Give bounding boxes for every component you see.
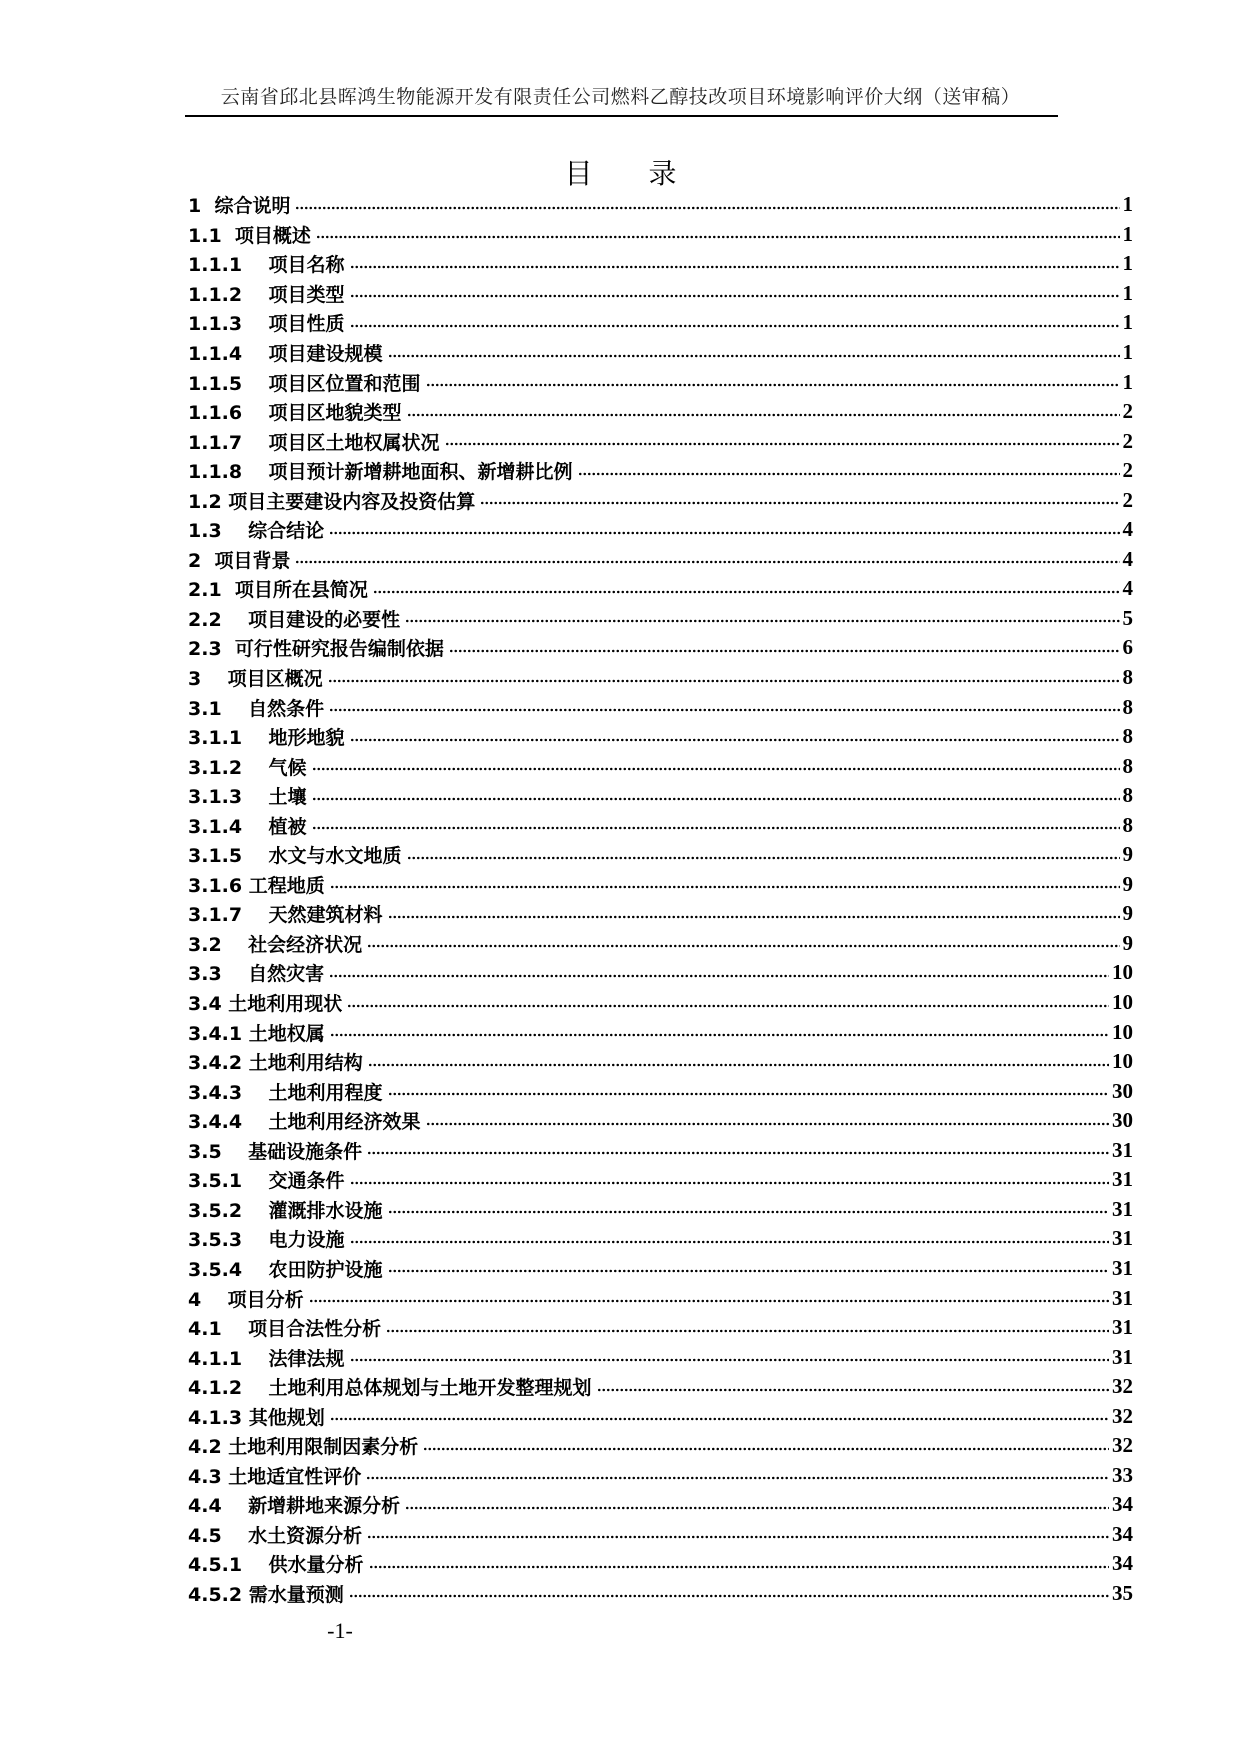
- toc-entry[interactable]: [188, 367, 1133, 397]
- toc-dot-leader: [373, 589, 1120, 595]
- toc-entry-label: 3.5.2 灌溉排水设施: [188, 1199, 383, 1222]
- toc-entry[interactable]: [188, 426, 1133, 456]
- toc-entry-label: 4.1 项目合法性分析: [188, 1318, 382, 1341]
- toc-entry[interactable]: [188, 308, 1133, 338]
- toc-entry-page: 33: [1112, 1462, 1133, 1487]
- toc-entry[interactable]: [188, 870, 1133, 900]
- toc-entry-label: 3.2 社会经济状况: [188, 933, 363, 956]
- toc-dot-leader: [350, 293, 1120, 299]
- toc-dot-leader: [407, 855, 1120, 861]
- toc-entry-label: 3.1.4 植被: [188, 815, 307, 838]
- toc-entry-label: 4.1.3 其他规划: [188, 1406, 325, 1429]
- toc-dot-leader: [578, 471, 1120, 477]
- toc-dot-leader: [445, 441, 1120, 447]
- toc-entry-label: 3.1.3 土壤: [188, 786, 307, 809]
- toc-entry[interactable]: [188, 1076, 1133, 1106]
- toc-entry[interactable]: [188, 1017, 1133, 1047]
- toc-dot-leader: [367, 1150, 1109, 1156]
- toc-entry-label: 3.4.4 土地利用经济效果: [188, 1111, 421, 1134]
- toc-entry-label: 3.4.1 土地权属: [188, 1022, 325, 1045]
- toc-dot-leader: [350, 737, 1120, 743]
- toc-dot-leader: [388, 1209, 1109, 1215]
- toc-entry-page: 8: [1122, 724, 1133, 749]
- toc-entry-page: 30: [1112, 1078, 1133, 1103]
- toc-dot-leader: [347, 1003, 1109, 1009]
- toc-entry-page: 31: [1112, 1285, 1133, 1310]
- toc-entry-label: 3.1.1 地形地貌: [188, 727, 345, 750]
- toc-entry-label: 3.5.1 交通条件: [188, 1170, 345, 1193]
- toc-entry[interactable]: [188, 279, 1133, 309]
- toc-entry[interactable]: [188, 545, 1133, 575]
- toc-entry-label: 3.1.5 水文与水文地质: [188, 845, 402, 868]
- toc-dot-leader: [369, 1564, 1109, 1570]
- toc-entry-page: 8: [1122, 812, 1133, 837]
- header-rule: [185, 115, 1058, 117]
- toc-entry[interactable]: [188, 1047, 1133, 1077]
- toc-entry[interactable]: [188, 1549, 1133, 1579]
- toc-entry-page: 4: [1122, 576, 1133, 601]
- toc-entry-label: 3.5.4 农田防护设施: [188, 1258, 383, 1281]
- toc-entry-page: 8: [1122, 783, 1133, 808]
- toc-entry[interactable]: [188, 1136, 1133, 1166]
- toc-entry[interactable]: [188, 338, 1133, 368]
- toc-entry-page: 31: [1112, 1167, 1133, 1192]
- toc-entry[interactable]: [188, 1195, 1133, 1225]
- toc-entry[interactable]: [188, 1283, 1133, 1313]
- toc-entry-page: 8: [1122, 665, 1133, 690]
- toc-dot-leader: [330, 1416, 1109, 1422]
- toc-entry[interactable]: [188, 456, 1133, 486]
- toc-entry-page: 10: [1112, 1049, 1133, 1074]
- toc-entry[interactable]: [188, 190, 1133, 220]
- toc-entry-page: 9: [1122, 901, 1133, 926]
- toc-entry-page: 4: [1122, 546, 1133, 571]
- toc-entry-page: 2: [1122, 428, 1133, 453]
- toc-entry[interactable]: [188, 633, 1133, 663]
- toc-entry-page: 1: [1122, 192, 1133, 217]
- toc-entry[interactable]: [188, 1461, 1133, 1491]
- toc-entry[interactable]: [188, 1431, 1133, 1461]
- toc-entry-label: 3.1.2 气候: [188, 756, 307, 779]
- toc-dot-leader: [295, 205, 1119, 211]
- toc-entry[interactable]: [188, 751, 1133, 781]
- toc-entry[interactable]: [188, 1490, 1133, 1520]
- toc-dot-leader: [367, 943, 1119, 949]
- toc-entry-label: 2.2 项目建设的必要性: [188, 608, 401, 631]
- toc-dot-leader: [350, 1180, 1109, 1186]
- toc-entry-page: 10: [1112, 1019, 1133, 1044]
- toc-entry-label: 3 项目区概况: [188, 668, 323, 691]
- toc-title: [0, 152, 1241, 192]
- toc-entry[interactable]: [188, 220, 1133, 250]
- toc-dot-leader: [386, 1328, 1109, 1334]
- toc-dot-leader: [330, 884, 1120, 890]
- toc-entry[interactable]: [188, 1165, 1133, 1195]
- toc-entry-label: 1.1.4 项目建设规模: [188, 343, 383, 365]
- toc-entry-page: 32: [1112, 1403, 1133, 1428]
- toc-entry-label: 4.1.2 土地利用总体规划与土地开发整理规划: [188, 1377, 592, 1400]
- toc-entry-label: 1 综合说明: [188, 195, 291, 218]
- toc-dot-leader: [329, 530, 1119, 536]
- toc-dot-leader: [350, 1239, 1109, 1245]
- toc-dot-leader: [329, 707, 1119, 713]
- toc-dot-leader: [388, 914, 1120, 920]
- toc-entry[interactable]: [188, 722, 1133, 752]
- toc-dot-leader: [350, 1357, 1109, 1363]
- toc-entry-page: 30: [1112, 1108, 1133, 1133]
- toc-entry-page: 1: [1122, 251, 1133, 276]
- toc-entry[interactable]: [188, 840, 1133, 870]
- toc-entry-page: 2: [1122, 399, 1133, 424]
- toc-entry-page: 34: [1112, 1551, 1133, 1576]
- toc-dot-leader: [368, 1062, 1109, 1068]
- toc-entry-page: 8: [1122, 694, 1133, 719]
- toc-dot-leader: [388, 1268, 1109, 1274]
- toc-entry-page: 31: [1112, 1226, 1133, 1251]
- toc-entry-page: 32: [1112, 1433, 1133, 1458]
- toc-entry[interactable]: [188, 1313, 1133, 1343]
- toc-dot-leader: [426, 382, 1120, 388]
- toc-entry-page: 6: [1122, 635, 1133, 660]
- toc-entry-page: 34: [1112, 1492, 1133, 1517]
- toc-entry-label: 1.1.6 项目区地貌类型: [188, 402, 402, 425]
- toc-entry[interactable]: [188, 1342, 1133, 1372]
- toc-entry-label: 1.2 项目主要建设内容及投资估算: [188, 490, 476, 513]
- toc-dot-leader: [295, 559, 1119, 565]
- toc-entry-page: 2: [1122, 487, 1133, 512]
- toc-entry-label: 1.1.7 项目区土地权属状况: [188, 431, 440, 454]
- toc-dot-leader: [405, 618, 1119, 624]
- toc-entry-page: 9: [1122, 842, 1133, 867]
- toc-dot-leader: [366, 1475, 1109, 1481]
- toc-entry[interactable]: [188, 781, 1133, 811]
- toc-entry-label: 3.1 自然条件: [188, 697, 325, 720]
- toc-entry[interactable]: [188, 692, 1133, 722]
- toc-entry[interactable]: [188, 1401, 1133, 1431]
- toc-dot-leader: [328, 678, 1120, 684]
- toc-dot-leader: [312, 825, 1120, 831]
- toc-entry-label: 3.4.3 土地利用程度: [188, 1081, 383, 1104]
- toc-title-char-1: 目: [564, 157, 593, 190]
- toc-entry-page: 1: [1122, 221, 1133, 246]
- toc-dot-leader: [349, 1593, 1109, 1599]
- toc-entry-page: 31: [1112, 1315, 1133, 1340]
- toc-dot-leader: [426, 1121, 1109, 1127]
- toc-entry[interactable]: [188, 1254, 1133, 1284]
- toc-entry-page: 9: [1122, 930, 1133, 955]
- toc-entry-label: 1.1.5 项目区位置和范围: [188, 372, 421, 395]
- toc-dot-leader: [309, 1298, 1109, 1304]
- toc-entry-page: 1: [1122, 310, 1133, 335]
- toc-entry-page: 1: [1122, 280, 1133, 305]
- toc-entry-label: 2.3 可行性研究报告编制依据: [188, 638, 444, 661]
- toc-entry[interactable]: [188, 929, 1133, 959]
- toc-entry-page: 35: [1112, 1580, 1133, 1605]
- toc-entry-page: 8: [1122, 753, 1133, 778]
- toc-entry-page: 1: [1122, 340, 1133, 364]
- toc-entry[interactable]: [188, 485, 1133, 515]
- toc-dot-leader: [449, 648, 1120, 654]
- toc-entry[interactable]: [188, 1106, 1133, 1136]
- toc-dot-leader: [312, 796, 1120, 802]
- toc-entry-label: 1.1.2 项目类型: [188, 283, 345, 306]
- toc-entry[interactable]: [188, 604, 1133, 634]
- toc-entry-page: 10: [1112, 960, 1133, 985]
- toc-dot-leader: [312, 766, 1120, 772]
- toc-entry-label: 4.5.2 需水量预测: [188, 1583, 344, 1606]
- toc-entry[interactable]: [188, 397, 1133, 427]
- toc-dot-leader: [316, 234, 1120, 240]
- toc-dot-leader: [388, 353, 1120, 359]
- toc-entry-label: 4 项目分析: [188, 1288, 304, 1311]
- toc-dot-leader: [597, 1387, 1109, 1393]
- toc-entry-page: 31: [1112, 1137, 1133, 1162]
- toc-entry-label: 2.1 项目所在县简况: [188, 579, 368, 602]
- toc-entry-page: 34: [1112, 1521, 1133, 1546]
- toc-dot-leader: [405, 1505, 1109, 1511]
- toc-entry-label: 4.3 土地适宜性评价: [188, 1465, 362, 1488]
- toc-entry-label: 3.3 自然灾害: [188, 963, 325, 986]
- toc-entry[interactable]: [188, 958, 1133, 988]
- toc-dot-leader: [407, 412, 1120, 418]
- toc-entry[interactable]: [188, 249, 1133, 279]
- toc-entry[interactable]: [188, 1224, 1133, 1254]
- toc-entry[interactable]: [188, 1579, 1133, 1609]
- toc-entry-label: 2 项目背景: [188, 549, 291, 572]
- toc-entry[interactable]: [188, 988, 1133, 1018]
- toc-entry[interactable]: [188, 810, 1133, 840]
- toc-entry-page: 31: [1112, 1344, 1133, 1369]
- toc-entry-page: 9: [1122, 871, 1133, 896]
- toc-dot-leader: [330, 1032, 1109, 1038]
- toc-dot-leader: [388, 1091, 1109, 1097]
- toc-entry-label: 3.5.3 电力设施: [188, 1229, 345, 1252]
- toc-entry[interactable]: [188, 515, 1133, 545]
- toc-entry[interactable]: [188, 574, 1133, 604]
- toc-entry-label: 3.1.6 工程地质: [188, 874, 325, 897]
- toc-entry-label: 4.2 土地利用限制因素分析: [188, 1436, 419, 1459]
- toc-dot-leader: [350, 264, 1120, 270]
- running-header: 云南省邱北县晖鸿生物能源开发有限责任公司燃料乙醇技改项目环境影响评价大纲（送审稿）: [220, 86, 1021, 108]
- toc-dot-leader: [423, 1446, 1109, 1452]
- toc-entry-page: 10: [1112, 990, 1133, 1015]
- toc-title-char-2: 录: [648, 157, 677, 190]
- toc-entry-label: 3.5 基础设施条件: [188, 1140, 363, 1163]
- toc-entry-label: 1.1.1 项目名称: [188, 254, 345, 277]
- toc-list: [188, 190, 1133, 1608]
- toc-entry[interactable]: [188, 1520, 1133, 1550]
- toc-entry-label: 4.1.1 法律法规: [188, 1347, 345, 1370]
- toc-entry-label: 4.5 水土资源分析: [188, 1524, 363, 1547]
- toc-entry-page: 32: [1112, 1374, 1133, 1399]
- toc-entry-label: 4.4 新增耕地来源分析: [188, 1495, 401, 1518]
- toc-entry[interactable]: [188, 899, 1133, 929]
- toc-dot-leader: [480, 500, 1119, 506]
- toc-entry-page: 1: [1122, 369, 1133, 394]
- toc-entry-page: 5: [1122, 605, 1133, 630]
- page-number: -1-: [327, 1618, 353, 1643]
- toc-dot-leader: [350, 323, 1120, 329]
- toc-entry-page: 2: [1122, 458, 1133, 483]
- toc-entry-label: 1.1.8 项目预计新增耕地面积、新增耕比例: [188, 461, 573, 484]
- toc-entry-label: 1.1.3 项目性质: [188, 313, 345, 336]
- toc-dot-leader: [329, 973, 1109, 979]
- toc-entry[interactable]: [188, 1372, 1133, 1402]
- toc-entry-label: 3.4 土地利用现状: [188, 993, 343, 1016]
- toc-entry-page: 31: [1112, 1196, 1133, 1221]
- toc-dot-leader: [367, 1534, 1109, 1540]
- toc-entry-label: 3.4.2 土地利用结构: [188, 1052, 363, 1075]
- toc-entry-page: 31: [1112, 1255, 1133, 1280]
- toc-entry-label: 3.1.7 天然建筑材料: [188, 904, 383, 927]
- toc-entry-label: 4.5.1 供水量分析: [188, 1554, 364, 1577]
- toc-entry-label: 1.1 项目概述: [188, 224, 311, 247]
- toc-entry[interactable]: [188, 663, 1133, 693]
- toc-entry-page: 4: [1122, 517, 1133, 542]
- toc-entry-label: 1.3 综合结论: [188, 520, 325, 543]
